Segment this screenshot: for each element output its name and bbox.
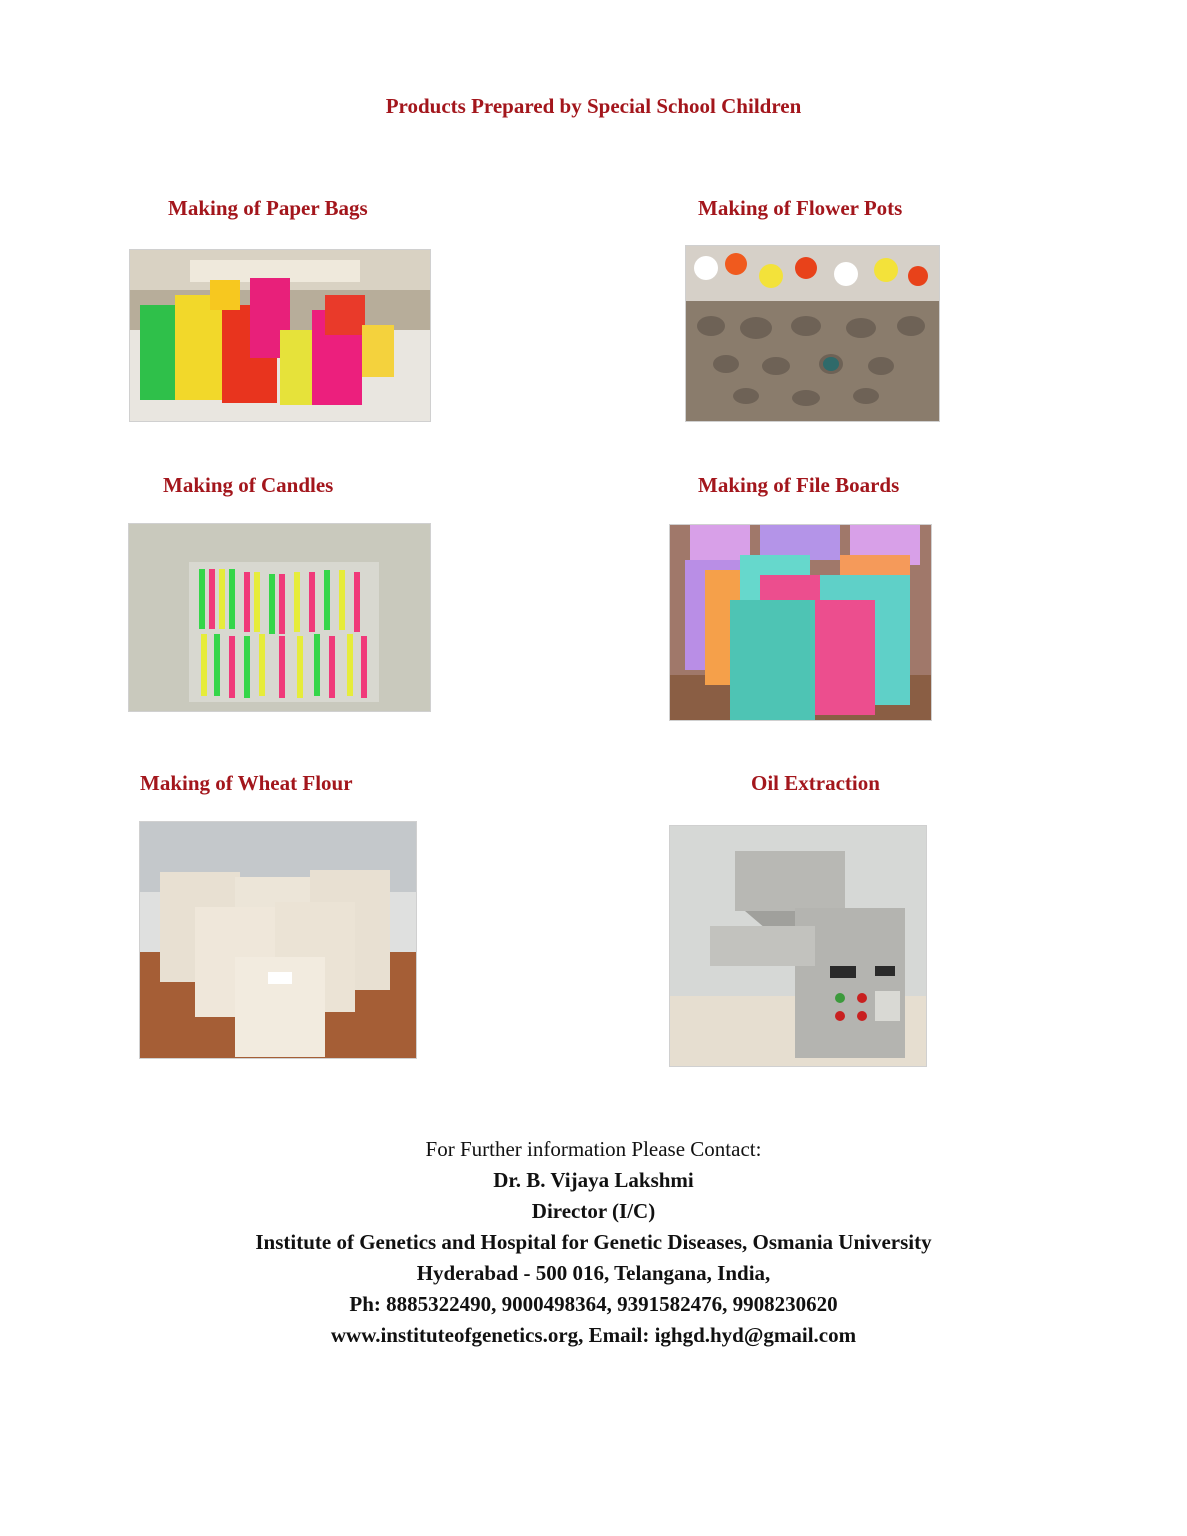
page-title: Products Prepared by Special School Children: [385, 94, 802, 118]
caption-candles: Making of Candles: [163, 473, 334, 497]
contact-phone: Ph: 8885322490, 9000498364, 9391582476, 9908230620: [349, 1292, 838, 1316]
contact-institute: Institute of Genetics and Hospital for Genetic Diseases, Osmania University: [255, 1230, 932, 1254]
contact-address: Hyderabad - 500 016, Telangana, India,: [416, 1261, 771, 1285]
caption-file-boards: Making of File Boards: [698, 473, 900, 497]
caption-oil-extraction: Oil Extraction: [751, 771, 880, 795]
caption-flower-pots: Making of Flower Pots: [698, 196, 903, 220]
file-boards-photo: [669, 524, 932, 721]
caption-wheat-flour: Making of Wheat Flour: [140, 771, 353, 795]
contact-name: Dr. B. Vijaya Lakshmi: [493, 1168, 694, 1192]
paper-bags-photo: [129, 249, 431, 422]
contact-designation: Director (I/C): [531, 1199, 656, 1223]
caption-paper-bags: Making of Paper Bags: [168, 196, 368, 220]
contact-web-email[interactable]: www.instituteofgenetics.org, Email: ighgd.hyd@gmail.com: [330, 1323, 857, 1347]
contact-block: [0, 1134, 1187, 1351]
contact-intro: For Further information Please Contact:: [425, 1137, 762, 1161]
wheat-flour-photo: [139, 821, 417, 1059]
flower-pots-photo: [685, 245, 940, 422]
candles-photo: [128, 523, 431, 712]
oil-extraction-photo: [669, 825, 927, 1067]
